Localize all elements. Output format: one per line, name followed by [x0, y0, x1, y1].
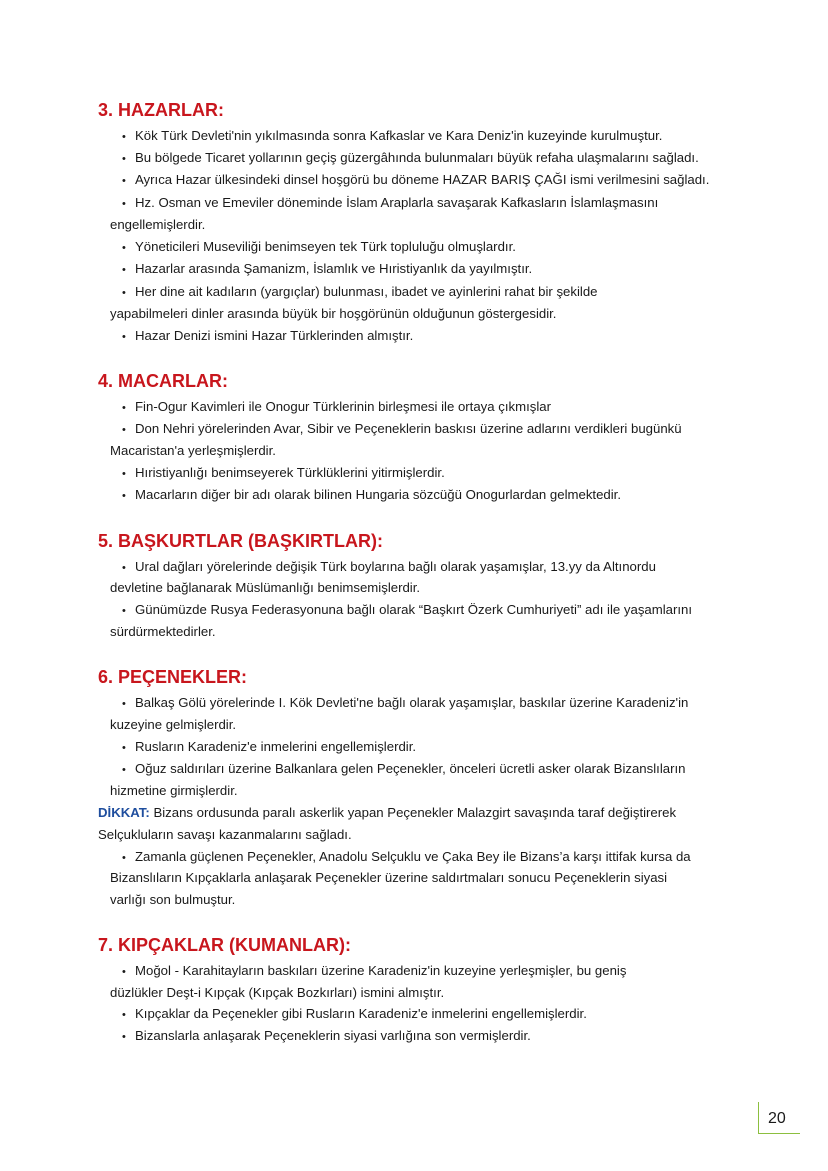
bullet-icon: • — [122, 1031, 126, 1043]
list-item: • Fin-Ogur Kavimleri ile Onogur Türklerinin birleşmesi ile ortaya çıkmışlar — [122, 399, 552, 414]
list-item: • Moğol - Karahitayların baskıları üzerine Karadeniz'in kuzeyine yerleşmişler, bu geniş — [122, 963, 627, 978]
list-item: • Her dine ait kadıların (yargıçlar) bulunması, ibadet ve ayinlerini rahat bir şekilde — [122, 284, 598, 299]
bullet-icon: • — [122, 468, 126, 480]
list-item: • Macarların diğer bir adı olarak bilinen Hungaria sözcüğü Onogurlardan gelmektedir. — [122, 487, 622, 502]
section-heading-kipcaklar: 7. KIPÇAKLAR (KUMANLAR): — [98, 935, 351, 955]
section-heading-pecenekler: 6. PEÇENEKLER: — [98, 667, 248, 687]
bullet-icon: • — [122, 605, 126, 617]
list-item: • Oğuz saldırıları üzerine Balkanlara gelen Peçenekler, önceleri ücretli asker olarak Bizanslıların — [122, 761, 686, 776]
list-item-continuation: hizmetine girmişlerdir. — [110, 783, 238, 798]
list-item: • Zamanla güçlenen Peçenekler, Anadolu Selçuklu ve Çaka Bey ile Bizans’a karşı ittifak kursa da — [122, 849, 691, 864]
bullet-icon: • — [122, 331, 126, 343]
list-item-continuation: devletine bağlanarak Müslümanlığı benimsemişlerdir. — [110, 580, 421, 595]
dikkat-note: DİKKAT: Bizans ordusunda paralı askerlik yapan Peçenekler Malazgirt savaşında taraf değiştirerek — [98, 805, 677, 820]
bullet-icon: • — [122, 175, 126, 187]
list-item: • Bizanslarla anlaşarak Peçeneklerin siyasi varlığına son vermişlerdir. — [122, 1028, 531, 1043]
list-item: • Yöneticileri Museviliği benimseyen tek Türk topluluğu olmuşlardır. — [122, 239, 516, 254]
bullet-icon: • — [122, 287, 126, 299]
bullet-icon: • — [122, 490, 126, 502]
list-item: • Hıristiyanlığı benimseyerek Türklüklerini yitirmişlerdir. — [122, 465, 445, 480]
list-item: • Hz. Osman ve Emeviler döneminde İslam Araplarla savaşarak Kafkasların İslamlaşmasını — [122, 195, 659, 210]
dikkat-note-continuation: Selçukluların savaşı kazanmalarını sağladı. — [98, 827, 352, 842]
list-item-continuation: varlığı son bulmuştur. — [110, 892, 236, 907]
page-number: 20 — [768, 1110, 786, 1127]
bullet-icon: • — [122, 742, 126, 754]
list-item: • Kıpçaklar da Peçenekler gibi Rusların Karadeniz'e inmelerini engellemişlerdir. — [122, 1006, 587, 1021]
list-item: • Günümüzde Rusya Federasyonuna bağlı olarak “Başkırt Özerk Cumhuriyeti” adı ile yaşamlarını — [122, 602, 693, 617]
bullet-icon: • — [122, 1009, 126, 1021]
bullet-icon: • — [122, 242, 126, 254]
list-item-continuation: Bizanslıların Kıpçaklarla anlaşarak Peçenekler üzerine saldırtmaları sonucu Peçeneklerin siyasi — [110, 870, 668, 885]
bullet-icon: • — [122, 562, 126, 574]
bullet-icon: • — [122, 424, 126, 436]
bullet-icon: • — [122, 764, 126, 776]
bullet-icon: • — [122, 966, 126, 978]
bullet-icon: • — [122, 698, 126, 710]
list-item-continuation: düzlükler Deşt-i Kıpçak (Kıpçak Bozkırları) ismini almıştır. — [110, 985, 445, 1000]
list-item: • Rusların Karadeniz'e inmelerini engellemişlerdir. — [122, 739, 417, 754]
bullet-icon: • — [122, 198, 126, 210]
list-item: • Hazar Denizi ismini Hazar Türklerinden almıştır. — [122, 328, 414, 343]
list-item: • Don Nehri yörelerinden Avar, Sibir ve Peçeneklerin baskısı üzerine adlarını verdikleri bugünkü — [122, 421, 682, 436]
list-item-continuation: sürdürmektedirler. — [110, 624, 216, 639]
bullet-icon: • — [122, 153, 126, 165]
list-item: • Ural dağları yörelerinde değişik Türk boylarına bağlı olarak yaşamışlar, 13.yy da Altınordu — [122, 559, 656, 574]
bullet-icon: • — [122, 402, 126, 414]
list-item: • Balkaş Gölü yörelerinde I. Kök Devleti'ne bağlı olarak yaşamışlar, baskılar üzerine Karadeniz'in — [122, 695, 689, 710]
list-item: • Ayrıca Hazar ülkesindeki dinsel hoşgörü bu döneme HAZAR BARIŞ ÇAĞI ismi verilmesini sağladı. — [122, 172, 710, 187]
bullet-icon: • — [122, 131, 126, 143]
dikkat-label: DİKKAT: — [98, 805, 150, 820]
section-heading-hazarlar: 3. HAZARLAR: — [98, 100, 224, 120]
list-item-continuation: yapabilmeleri dinler arasında büyük bir hoşgörünün olduğunun göstergesidir. — [110, 306, 557, 321]
section-heading-macarlar: 4. MACARLAR: — [98, 371, 228, 391]
list-item-continuation: Macaristan'a yerleşmişlerdir. — [110, 443, 276, 458]
list-item: • Bu bölgede Ticaret yollarının geçiş güzergâhında bulunmaları büyük refaha ulaşmalarını sağladı. — [122, 150, 699, 165]
list-item-continuation: engellemişlerdir. — [110, 217, 206, 232]
list-item: • Hazarlar arasında Şamanizm, İslamlık ve Hıristiyanlık da yayılmıştır. — [122, 261, 533, 276]
list-item-continuation: kuzeyine gelmişlerdir. — [110, 717, 237, 732]
bullet-icon: • — [122, 264, 126, 276]
section-heading-baskurtlar: 5. BAŞKURTLAR (BAŞKIRTLAR): — [98, 531, 383, 551]
list-item: • Kök Türk Devleti'nin yıkılmasında sonra Kafkaslar ve Kara Deniz'in kuzeyinde kurulmuştur. — [122, 128, 663, 143]
bullet-icon: • — [122, 852, 126, 864]
